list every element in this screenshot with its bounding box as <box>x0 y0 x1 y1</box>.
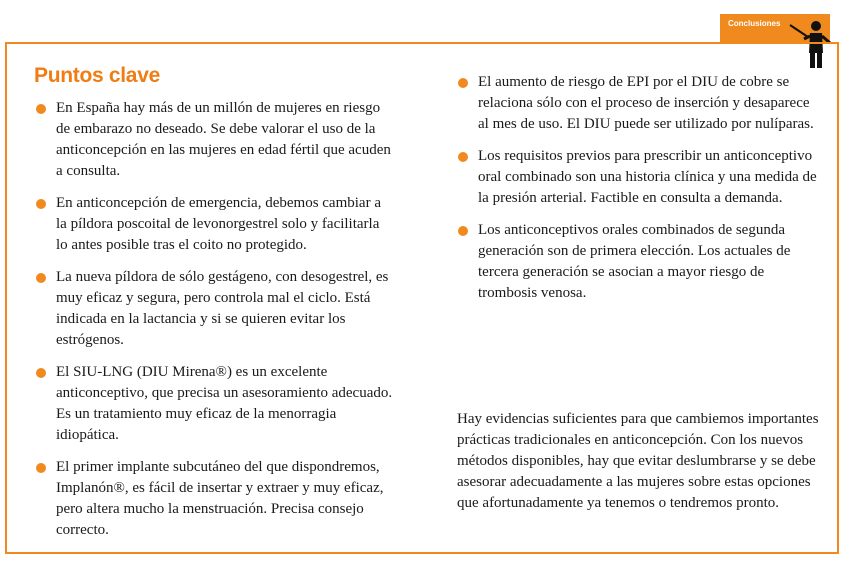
list-item-text: En España hay más de un millón de mujeres en riesgo de embarazo no deseado. Se debe valorar el uso de la anticoncepción en las mujeres en edad fértil que acuden a consulta. <box>56 100 391 179</box>
list-item-text: El aumento de riesgo de EPI por el DIU de cobre se relaciona sólo con el proceso de inserción y desaparece al mes de uso. El DIU puede ser utilizado por nulíparas. <box>478 74 814 132</box>
bullet-icon <box>36 104 46 114</box>
bullet-icon <box>458 152 468 162</box>
list-item-text: El SIU-LNG (DIU Mirena®) es un excelente anticonceptivo, que precisa un asesoramiento adecuado. Es un tratamiento muy eficaz de la menorragia idiopática. <box>56 364 393 443</box>
bullet-icon <box>36 199 46 209</box>
right-column <box>456 72 821 315</box>
left-column <box>34 98 394 552</box>
list-item <box>34 98 394 182</box>
list-item <box>456 72 821 135</box>
list-item <box>34 362 394 446</box>
bullet-icon <box>36 368 46 378</box>
conclusion-paragraph: Hay evidencias suficientes para que cambiemos importantes prácticas tradicionales en anticoncepción. Con los nuevos métodos disponibles, hay que evitar deslumbrarse y se debe asesorar adecuadamente a las mujeres sobre estas opciones que afortunadamente ya tenemos o tendremos pronto. <box>457 411 819 511</box>
bullet-icon <box>458 78 468 88</box>
list-item <box>456 220 821 304</box>
page-title: Puntos clave <box>34 64 160 87</box>
bullet-icon <box>36 463 46 473</box>
list-item-text: Los anticonceptivos orales combinados de segunda generación son de primera elección. Los actuales de tercera generación se asocian a mayor riesgo de trombosis venosa. <box>478 222 791 301</box>
list-item-text: El primer implante subcutáneo del que dispondremos, Implanón®, es fácil de insertar y extraer y muy eficaz, pero altera mucho la menstruación. Precisa consejo correcto. <box>56 459 384 538</box>
list-item-text: Los requisitos previos para prescribir un anticonceptivo oral combinado son una historia clínica y una medida de la presión arterial. Factible en consulta a demanda. <box>478 148 817 206</box>
list-item <box>34 457 394 541</box>
list-item <box>34 193 394 256</box>
list-item-text: En anticoncepción de emergencia, debemos cambiar a la píldora poscoital de levonorgestrel solo y facilitarla lo antes posible tras el coito no protegido. <box>56 195 381 253</box>
list-item-text: La nueva píldora de sólo gestágeno, con desogestrel, es muy eficaz y segura, pero controla mal el ciclo. Está indicada en la lactancia y si se quieren evitar los estrógenos. <box>56 269 389 348</box>
list-item <box>34 267 394 351</box>
bullet-icon <box>36 273 46 283</box>
bullet-icon <box>458 226 468 236</box>
section-tag-label: Conclusiones <box>728 19 781 28</box>
list-item <box>456 146 821 209</box>
